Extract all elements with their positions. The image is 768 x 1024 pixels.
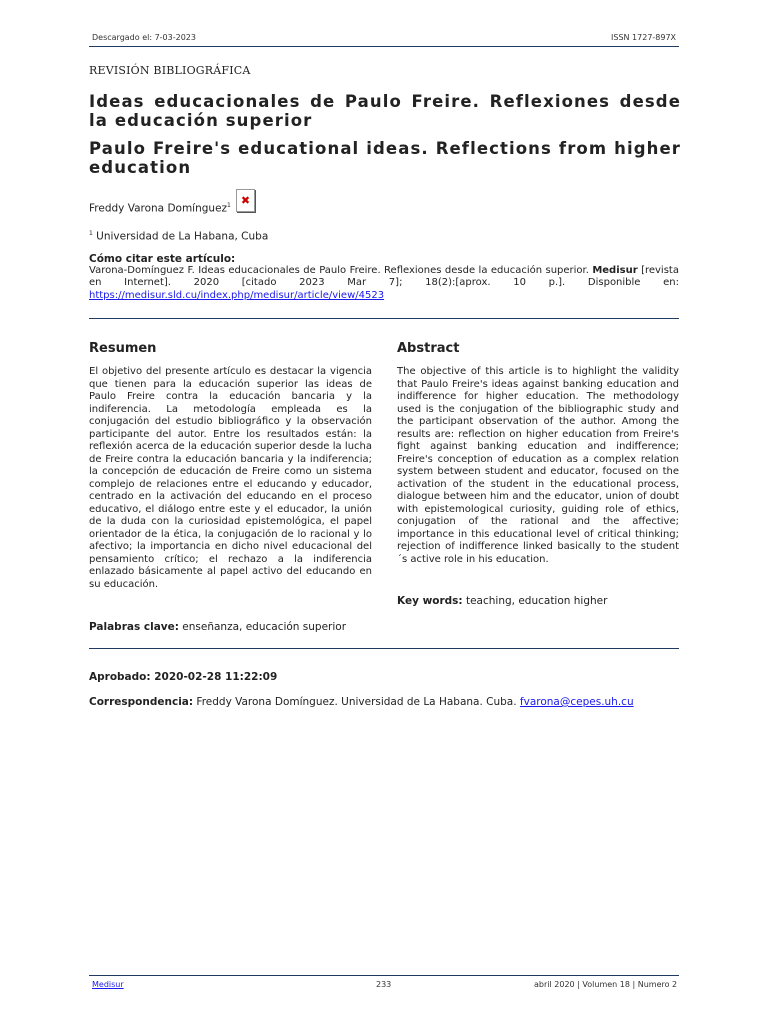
correspondence-label: Correspondencia: (89, 696, 194, 708)
citation-body: Varona-Domínguez F. Ideas educacionales de Paulo Freire. Reflexiones desde la educación superior. (89, 265, 593, 276)
title-english: Paulo Freire's educational ideas. Reflections from higher education (89, 139, 681, 177)
citation-block (89, 253, 679, 302)
abstract-keywords-label: Key words: (397, 595, 463, 607)
abstract-heading: Abstract (397, 341, 460, 356)
citation-heading: Cómo citar este artículo: (89, 253, 236, 265)
citation-journal: Medisur (592, 265, 638, 276)
correspondence-email[interactable]: fvarona@cepes.uh.cu (519, 696, 634, 708)
title-spanish: Ideas educacionales de Paulo Freire. Reflexiones desde la educación superior (89, 92, 681, 130)
resumen-heading: Resumen (89, 341, 157, 356)
author (89, 199, 231, 216)
issn: ISSN 1727-897X (611, 33, 677, 42)
citation-text (89, 265, 679, 302)
footer-journal-link[interactable]: Medisur (92, 980, 124, 989)
resumen-keywords-value: enseñanza, educación superior (178, 621, 347, 633)
abstract-keywords-value: teaching, education higher (462, 595, 608, 607)
download-date: Descargado el: 7-03-2023 (92, 33, 196, 42)
resumen-text: El objetivo del presente artículo es destacar la vigencia que tienen para la educación superior las ideas de Paulo Freire contra la educación bancaria y la indiferencia. La metodología empleada es la conjugación del estudio bibliográfico y la observación participante del autor. Entre los resultados están: la reflexión acerca de la educación superior desde la lucha de Freire contra la educación bancaria y la indiferencia; la concepción de educación de Freire como un sistema complejo de relaciones entre el educando y educador, centrado en la activación del educando en el proceso educativo, el diálogo entre este y el educador, la unión de la duda con la curiosidad epistemológica, el papel orientador de la ética, la conjugación de lo racional y lo afectivo; la importancia en dicho nivel educacional del pensamiento crítico; el rechazo a la indiferencia enlazado básicamente al papel activo del educando en su educación. (89, 366, 372, 590)
citation-rest: [revista en Internet]. 2020 [citado 2023 Mar 7]; 18(2):[aprox. 10 p.]. Disponible en: (89, 265, 679, 289)
abstract-keywords (397, 595, 607, 607)
issue-info: abril 2020 | Volumen 18 | Numero 2 (534, 980, 678, 989)
header-rule (89, 46, 679, 47)
abstract-rule (89, 648, 679, 649)
correspondence-text: Freddy Varona Domínguez. Universidad de La Habana. Cuba. (193, 696, 520, 708)
correspondence (89, 696, 634, 708)
affiliation-sup: 1 (89, 230, 93, 237)
footer-rule (89, 975, 679, 976)
citation-link[interactable]: https://medisur.sld.cu/index.php/medisur/article/view/4523 (89, 289, 385, 301)
citation-rule (89, 318, 679, 319)
resumen-keywords-label: Palabras clave: (89, 621, 179, 633)
author-name: Freddy Varona Domínguez (89, 202, 228, 215)
resumen-keywords (89, 621, 346, 633)
abstract-text: The objective of this article is to highlight the validity that Paulo Freire's ideas against banking education and indifference for higher education. The methodology used is the conjugation of the bibliographic study and the participant observation of the author. Among the results are: reflection on higher education from Freire's fight against banking education and indifference; Freire's conception of education as a complex relation system between student and educator, focused on the activation of the student in the educational process, dialogue between him and the educator, union of doubt with epistemological curiosity, guiding role of ethics, conjugation of the rational and the affective; importance in this educational level of critical thinking; rejection of indifference linked basically to the student´s active role in his education. (397, 366, 679, 565)
section-label: REVISIÓN BIBLIOGRÁFICA (89, 64, 251, 77)
page-number: 233 (376, 980, 392, 989)
approved-date: Aprobado: 2020-02-28 11:22:09 (89, 671, 278, 683)
author-sup: 1 (227, 202, 231, 209)
broken-image-icon: ✖ (236, 189, 255, 212)
affiliation-text: Universidad de La Habana, Cuba (92, 230, 269, 243)
affiliation (89, 227, 268, 244)
